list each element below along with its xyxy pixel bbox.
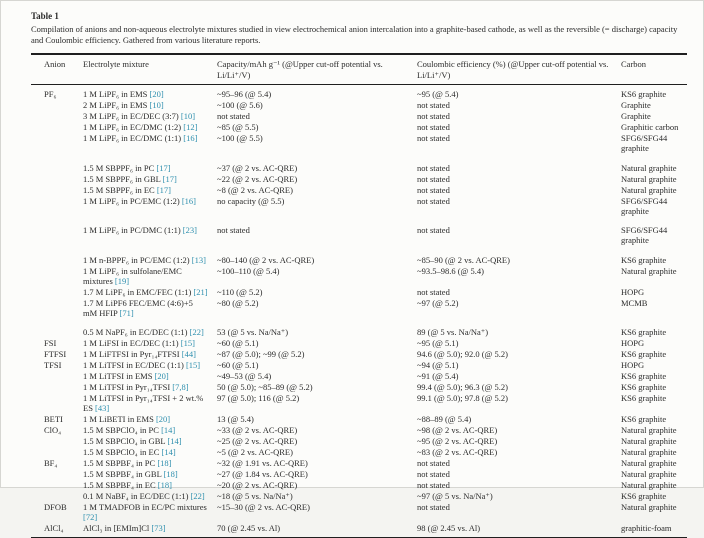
capacity-cell: ~25 (@ 2 vs. AC-QRE) [217, 436, 298, 446]
electrolyte-cell [83, 85, 217, 100]
efficiency-cell: not stated [417, 469, 450, 479]
capacity-cell: ~49–53 (@ 5.4) [217, 371, 272, 381]
electrolyte-cell [83, 297, 217, 318]
carbon-cell: Graphite [621, 100, 651, 110]
carbon-cell: MCMB [621, 297, 648, 308]
anion-cell [31, 491, 83, 502]
carbon-cell: SFG6/SFG44 graphite [621, 195, 668, 216]
column-header-efficiency: Coulombic efficiency (%) (@Upper cut-off potential vs. Li/Li⁺/V) [417, 54, 621, 85]
efficiency-cell: not stated [417, 195, 450, 206]
efficiency-cell: not stated [417, 225, 450, 235]
carbon-cell: Natural graphite [621, 162, 677, 173]
carbon-cell: HOPG [621, 286, 645, 297]
table-row [31, 246, 687, 266]
column-header-anion: Anion [31, 54, 83, 85]
electrolyte-text: 1 M LiPF₆ in sulfolane/EMC mixtures [83, 265, 182, 286]
efficiency-cell: not stated [417, 133, 450, 143]
efficiency-cell: ~91 (@ 5.4) [417, 371, 459, 381]
anion-cell [31, 111, 83, 122]
carbon-cell: KS6 graphite [621, 327, 667, 337]
table-caption: Compilation of anions and non-aqueous electrolyte mixtures studied in view electrochemical anion intercalation into a graphite-based cathode, as well as the reversible (= discharge) capacity and Coulombic efficiency. Gathered from various literature reports. [31, 24, 678, 45]
efficiency-cell: ~98 (@ 2 vs. AC-QRE) [417, 425, 498, 435]
electrolyte-text: 1 M LiBETI in EMS [83, 414, 154, 424]
citation-link[interactable]: [16] [181, 195, 197, 206]
column-header-capacity: Capacity/mAh g⁻¹ (@Upper cut-off potential vs. Li/Li⁺/V) [217, 54, 417, 85]
anion-cell [31, 154, 83, 174]
anion-cell [31, 265, 83, 286]
electrolyte-text: 1 M LiFSI in EC/DEC (1:1) [83, 338, 179, 348]
efficiency-cell: ~83 (@ 2 vs. AC-QRE) [417, 447, 498, 457]
capacity-cell: ~60 (@ 5.1) [217, 338, 259, 348]
anion-cell [31, 382, 83, 393]
carbon-cell: SFG6/SFG44 graphite [621, 225, 668, 245]
electrolyte-text: 1.5 M SBPPF₆ in GBL [83, 173, 161, 184]
electrolyte-cell [83, 393, 217, 414]
electrolyte-cell [83, 286, 217, 297]
capacity-cell: ~100 (@ 5.5) [217, 133, 263, 143]
electrolyte-text: 1.5 M SBPBF₄ in PC [83, 458, 156, 468]
table-row [31, 469, 687, 480]
efficiency-cell: 99.1 (@ 5.0); 97.8 (@ 5.2) [417, 393, 508, 403]
electrolyte-cell [83, 265, 217, 286]
electrolyte-cell [83, 436, 217, 447]
table-row [31, 480, 687, 491]
electrolyte-cell [83, 100, 217, 111]
electrolyte-text: 2 M LiPF₆ in EMS [83, 100, 148, 110]
electrolyte-cell [83, 173, 217, 184]
table-row [31, 458, 687, 469]
citation-link[interactable]: [10] [149, 100, 164, 110]
carbon-cell: KS6 graphite [621, 382, 667, 392]
citation-link[interactable]: [23] [182, 225, 197, 235]
capacity-cell: not stated [217, 225, 250, 235]
efficiency-cell: not stated [417, 173, 450, 184]
anion-cell: BF₄ [44, 458, 58, 468]
electrolyte-cell [83, 414, 217, 425]
electrolyte-text: 1.7 M LiPF₆ in EMC/FEC (1:1) [83, 286, 192, 297]
anion-cell [31, 133, 83, 154]
anion-cell [31, 173, 83, 184]
anion-cell [31, 297, 83, 318]
capacity-cell: ~110 (@ 5.2) [217, 286, 263, 297]
electrolyte-text: 1.5 M SBPBF₄ in GBL [83, 469, 162, 479]
carbon-cell: Natural graphite [621, 447, 677, 457]
table-row [31, 111, 687, 122]
efficiency-cell: not stated [417, 502, 450, 512]
carbon-cell: Graphitic carbon [621, 122, 679, 132]
capacity-cell: ~18 (@ 5 vs. Na/Na⁺) [217, 491, 293, 501]
anion-cell [31, 436, 83, 447]
citation-link[interactable]: [17] [156, 162, 171, 173]
anion-cell [31, 184, 83, 195]
table-row [31, 360, 687, 371]
electrolyte-text: 1.5 M SBPPF₆ in PC [83, 162, 155, 173]
capacity-cell: ~27 (@ 1.84 vs. AC-QRE) [217, 469, 308, 479]
header-row [31, 54, 687, 85]
citation-link[interactable]: [22] [190, 491, 205, 501]
table-row [31, 318, 687, 338]
table-row [31, 491, 687, 502]
electrolyte-text: 3 M LiPF₆ in EC/DEC (3:7) [83, 111, 179, 121]
table-block [1, 1, 703, 538]
anion-cell [31, 100, 83, 111]
table-row [31, 184, 687, 195]
capacity-cell: ~95–96 (@ 5.4) [217, 89, 272, 99]
citation-link[interactable]: [71] [119, 307, 134, 318]
table-row [31, 173, 687, 184]
anion-cell [31, 447, 83, 458]
electrolyte-cell [83, 425, 217, 436]
citation-link[interactable]: [14] [167, 436, 182, 446]
citation-link[interactable]: [14] [161, 425, 176, 435]
carbon-cell: KS6 graphite [621, 491, 667, 501]
citation-link[interactable]: [16] [183, 133, 198, 143]
citation-link[interactable]: [15] [180, 338, 195, 348]
anion-cell: BETI [44, 414, 63, 424]
anion-cell [31, 216, 83, 246]
carbon-cell: HOPG [621, 338, 645, 348]
carbon-cell: Natural graphite [621, 480, 677, 490]
electrolyte-cell [83, 184, 217, 195]
electrolyte-cell [83, 349, 217, 360]
citation-link[interactable]: [43] [95, 403, 110, 413]
electrolyte-text: 1 M LiTFSI in EMS [83, 371, 153, 381]
capacity-cell: not stated [217, 111, 250, 121]
electrolyte-cell [83, 458, 217, 469]
electrolyte-text: AlCl₃ in [EMIm]Cl [83, 523, 150, 533]
carbon-cell: Natural graphite [621, 265, 677, 276]
anion-cell: FSI [44, 338, 57, 348]
electrolyte-text: 1.5 M SBPClO₄ in GBL [83, 436, 166, 446]
capacity-cell: ~33 (@ 2 vs. AC-QRE) [217, 425, 298, 435]
carbon-cell: Natural graphite [621, 425, 677, 435]
electrolyte-text: 1 M LiFTFSI in Pyr₁₄FTFSI [83, 349, 180, 359]
capacity-cell: 70 (@ 2.45 vs. Al) [217, 523, 281, 533]
table-row [31, 133, 687, 154]
citation-link[interactable]: [15] [185, 360, 201, 370]
electrolyte-cell [83, 447, 217, 458]
efficiency-cell: 89 (@ 5 vs. Na/Na⁺) [417, 327, 489, 337]
efficiency-cell: not stated [417, 286, 450, 297]
table-row [31, 100, 687, 111]
carbon-cell: Graphite [621, 111, 651, 121]
citation-link[interactable]: [18] [163, 469, 178, 479]
citation-link[interactable]: [20] [154, 371, 169, 381]
carbon-cell: KS6 graphite [621, 414, 667, 424]
electrolyte-cell [83, 491, 217, 502]
table-row [31, 425, 687, 436]
citation-link[interactable]: [7,8] [172, 382, 189, 392]
citation-link[interactable]: [14] [161, 447, 176, 457]
table-row [31, 265, 687, 286]
electrolyte-text: 1 M LiPF₆ in PC/EMC (1:2) [83, 195, 180, 206]
citation-link[interactable]: [17] [156, 184, 171, 195]
table-row [31, 338, 687, 349]
anion-cell [31, 122, 83, 133]
anion-cell [31, 318, 83, 338]
capacity-cell: ~85 (@ 5.5) [217, 122, 259, 132]
efficiency-cell: not stated [417, 458, 450, 468]
table-row [31, 382, 687, 393]
capacity-cell: ~37 (@ 2 vs. AC-QRE) [217, 162, 298, 173]
table-row [31, 371, 687, 382]
carbon-cell: KS6 graphite [621, 89, 667, 99]
table-row [31, 195, 687, 216]
capacity-cell: ~20 (@ 2 vs. AC-QRE) [217, 480, 298, 490]
efficiency-cell: ~97 (@ 5.2) [417, 297, 459, 308]
table-row [31, 436, 687, 447]
efficiency-cell: not stated [417, 122, 450, 132]
table-row [31, 154, 687, 174]
efficiency-cell: ~88–89 (@ 5.4) [417, 414, 472, 424]
electrolyte-text: 1 M LiTFSI in EC/DEC (1:1) [83, 360, 184, 370]
electrolyte-cell [83, 216, 217, 246]
electrolyte-text: 1.5 M SBPBF₄ in EC [83, 480, 156, 490]
anion-cell [31, 286, 83, 297]
capacity-cell: ~60 (@ 5.1) [217, 360, 259, 370]
carbon-cell: graphitic-foam [621, 523, 672, 533]
electrolyte-text: 1 M n-BPPF₆ in PC/EMC (1:2) [83, 254, 190, 265]
electrolyte-cell [83, 480, 217, 491]
citation-link[interactable]: [73] [151, 523, 166, 533]
anion-cell: TFSI [44, 360, 62, 370]
table-row [31, 447, 687, 458]
electrolyte-text: 1 M LiPF₆ in EC/DMC (1:2) [83, 122, 182, 132]
table-body [31, 85, 687, 538]
capacity-cell: ~32 (@ 1.91 vs. AC-QRE) [217, 458, 308, 468]
efficiency-cell: ~97 (@ 5 vs. Na/Na⁺) [417, 491, 493, 501]
electrolyte-cell [83, 523, 217, 538]
literature-table [31, 53, 687, 538]
carbon-cell: KS6 graphite [621, 349, 667, 359]
electrolyte-cell [83, 469, 217, 480]
table-row [31, 297, 687, 318]
electrolyte-cell [83, 360, 217, 371]
capacity-cell: ~80 (@ 5.2) [217, 297, 259, 308]
efficiency-cell: not stated [417, 480, 450, 490]
citation-link[interactable]: [10] [180, 111, 196, 121]
capacity-cell: ~100 (@ 5.6) [217, 100, 263, 110]
capacity-cell: 97 (@ 5.0); 116 (@ 5.2) [217, 393, 300, 403]
anion-cell: ClO₄ [44, 425, 62, 435]
anion-cell [31, 393, 83, 414]
electrolyte-text: 1 M TMADFOB in EC/PC mixtures [83, 502, 207, 512]
capacity-cell: ~87 (@ 5.0); ~99 (@ 5.2) [217, 349, 305, 359]
carbon-cell: KS6 graphite [621, 371, 667, 381]
electrolyte-cell [83, 371, 217, 382]
citation-link[interactable]: [20] [155, 414, 171, 424]
carbon-cell: Natural graphite [621, 184, 677, 195]
electrolyte-cell [83, 246, 217, 266]
electrolyte-text: 1.5 M SBPClO₄ in PC [83, 425, 159, 435]
capacity-cell: 50 (@ 5.0); ~85–89 (@ 5.2) [217, 382, 313, 392]
citation-link[interactable]: [18] [157, 480, 172, 490]
carbon-cell: Natural graphite [621, 502, 677, 512]
capacity-cell: 13 (@ 5.4) [217, 414, 254, 424]
efficiency-cell: not stated [417, 100, 450, 110]
efficiency-cell: ~94 (@ 5.1) [417, 360, 459, 370]
table-row [31, 122, 687, 133]
citation-link[interactable]: [21] [193, 286, 208, 297]
carbon-cell: Natural graphite [621, 173, 677, 184]
carbon-cell: Natural graphite [621, 436, 677, 446]
electrolyte-text: 1.5 M SBPClO₄ in EC [83, 447, 160, 457]
electrolyte-cell [83, 111, 217, 122]
electrolyte-cell [83, 338, 217, 349]
table-row [31, 523, 687, 538]
anion-cell: AlCl₄ [44, 523, 64, 533]
anion-cell: FTFSI [44, 349, 67, 359]
electrolyte-text: 0.1 M NaBF₄ in EC/DEC (1:1) [83, 491, 189, 501]
table-row [31, 414, 687, 425]
electrolyte-text: 1 M LiPF₆ in EC/DMC (1:1) [83, 133, 182, 143]
electrolyte-text: 1 M LiPF₆ in EMS [83, 89, 148, 99]
table-row [31, 85, 687, 100]
citation-link[interactable]: [18] [157, 458, 172, 468]
carbon-cell: SFG6/SFG44 graphite [621, 133, 668, 153]
capacity-cell: no capacity (@ 5.5) [217, 195, 285, 206]
efficiency-cell: 99.4 (@ 5.0); 96.3 (@ 5.2) [417, 382, 508, 392]
electrolyte-text: 1.7 M LiPF6 FEC/EMC (4:6)+5 mM HFIP [83, 297, 193, 318]
anion-cell [31, 480, 83, 491]
carbon-cell: Natural graphite [621, 469, 677, 479]
table-row [31, 349, 687, 360]
citation-link[interactable]: [12] [183, 122, 198, 132]
efficiency-cell: ~93.5–98.6 (@ 5.4) [417, 265, 484, 276]
capacity-cell: ~80–140 (@ 2 vs. AC-QRE) [217, 254, 315, 265]
table-row [31, 393, 687, 414]
efficiency-cell: not stated [417, 184, 450, 195]
carbon-cell: KS6 graphite [621, 254, 667, 265]
electrolyte-cell [83, 382, 217, 393]
citation-link[interactable]: [44] [181, 349, 196, 359]
capacity-cell: ~15–30 (@ 2 vs. AC-QRE) [217, 502, 310, 512]
citation-link[interactable]: [13] [191, 254, 206, 265]
electrolyte-text: 1 M LiTFSI in Pyr₁₄TFSI + 2 wt.% ES [83, 393, 204, 413]
electrolyte-cell [83, 318, 217, 338]
carbon-cell: KS6 graphite [621, 393, 667, 403]
citation-link[interactable]: [17] [162, 173, 177, 184]
electrolyte-cell [83, 133, 217, 154]
efficiency-cell: 94.6 (@ 5.0); 92.0 (@ 5.2) [417, 349, 508, 359]
efficiency-cell: ~95 (@ 5.1) [417, 338, 459, 348]
column-header-carbon: Carbon [621, 54, 687, 85]
electrolyte-cell [83, 502, 217, 523]
efficiency-cell: ~95 (@ 5.4) [417, 89, 459, 99]
electrolyte-text: 1 M LiTFSI in Pyr₁₄TFSI [83, 382, 171, 392]
citation-link[interactable]: [22] [189, 327, 204, 337]
citation-link[interactable]: [20] [149, 89, 164, 99]
efficiency-cell: ~85–90 (@ 2 vs. AC-QRE) [417, 254, 510, 265]
electrolyte-text: 0.5 M NaPF₆ in EC/DEC (1:1) [83, 327, 188, 337]
table-row [31, 216, 687, 246]
efficiency-cell: not stated [417, 111, 450, 121]
table-row [31, 286, 687, 297]
carbon-cell: HOPG [621, 360, 645, 370]
electrolyte-text: 1 M LiPF₆ in PC/DMC (1:1) [83, 225, 181, 235]
capacity-cell: ~100–110 (@ 5.4) [217, 265, 280, 276]
electrolyte-cell [83, 195, 217, 216]
capacity-cell: ~8 (@ 2 vs. AC-QRE) [217, 184, 293, 195]
capacity-cell: 53 (@ 5 vs. Na/Na⁺) [217, 327, 289, 337]
anion-cell: DFOB [44, 502, 67, 512]
table-row [31, 502, 687, 523]
anion-cell [31, 371, 83, 382]
table-title: Table 1 [31, 11, 59, 21]
anion-cell [31, 246, 83, 266]
efficiency-cell: not stated [417, 162, 450, 173]
carbon-cell: Natural graphite [621, 458, 677, 468]
electrolyte-text: 1.5 M SBPPF₆ in EC [83, 184, 155, 195]
anion-cell [31, 469, 83, 480]
anion-cell: PF₆ [44, 89, 57, 99]
column-header-electrolyte: Electrolyte mixture [83, 54, 217, 85]
citation-link[interactable]: [72] [83, 512, 98, 522]
electrolyte-cell [83, 154, 217, 174]
capacity-cell: ~5 (@ 2 vs. AC-QRE) [217, 447, 293, 457]
anion-cell [31, 195, 83, 216]
electrolyte-cell [83, 122, 217, 133]
capacity-cell: ~22 (@ 2 vs. AC-QRE) [217, 173, 298, 184]
citation-link[interactable]: [19] [114, 275, 130, 286]
efficiency-cell: 98 (@ 2.45 vs. Al) [417, 523, 481, 533]
efficiency-cell: ~95 (@ 2 vs. AC-QRE) [417, 436, 498, 446]
